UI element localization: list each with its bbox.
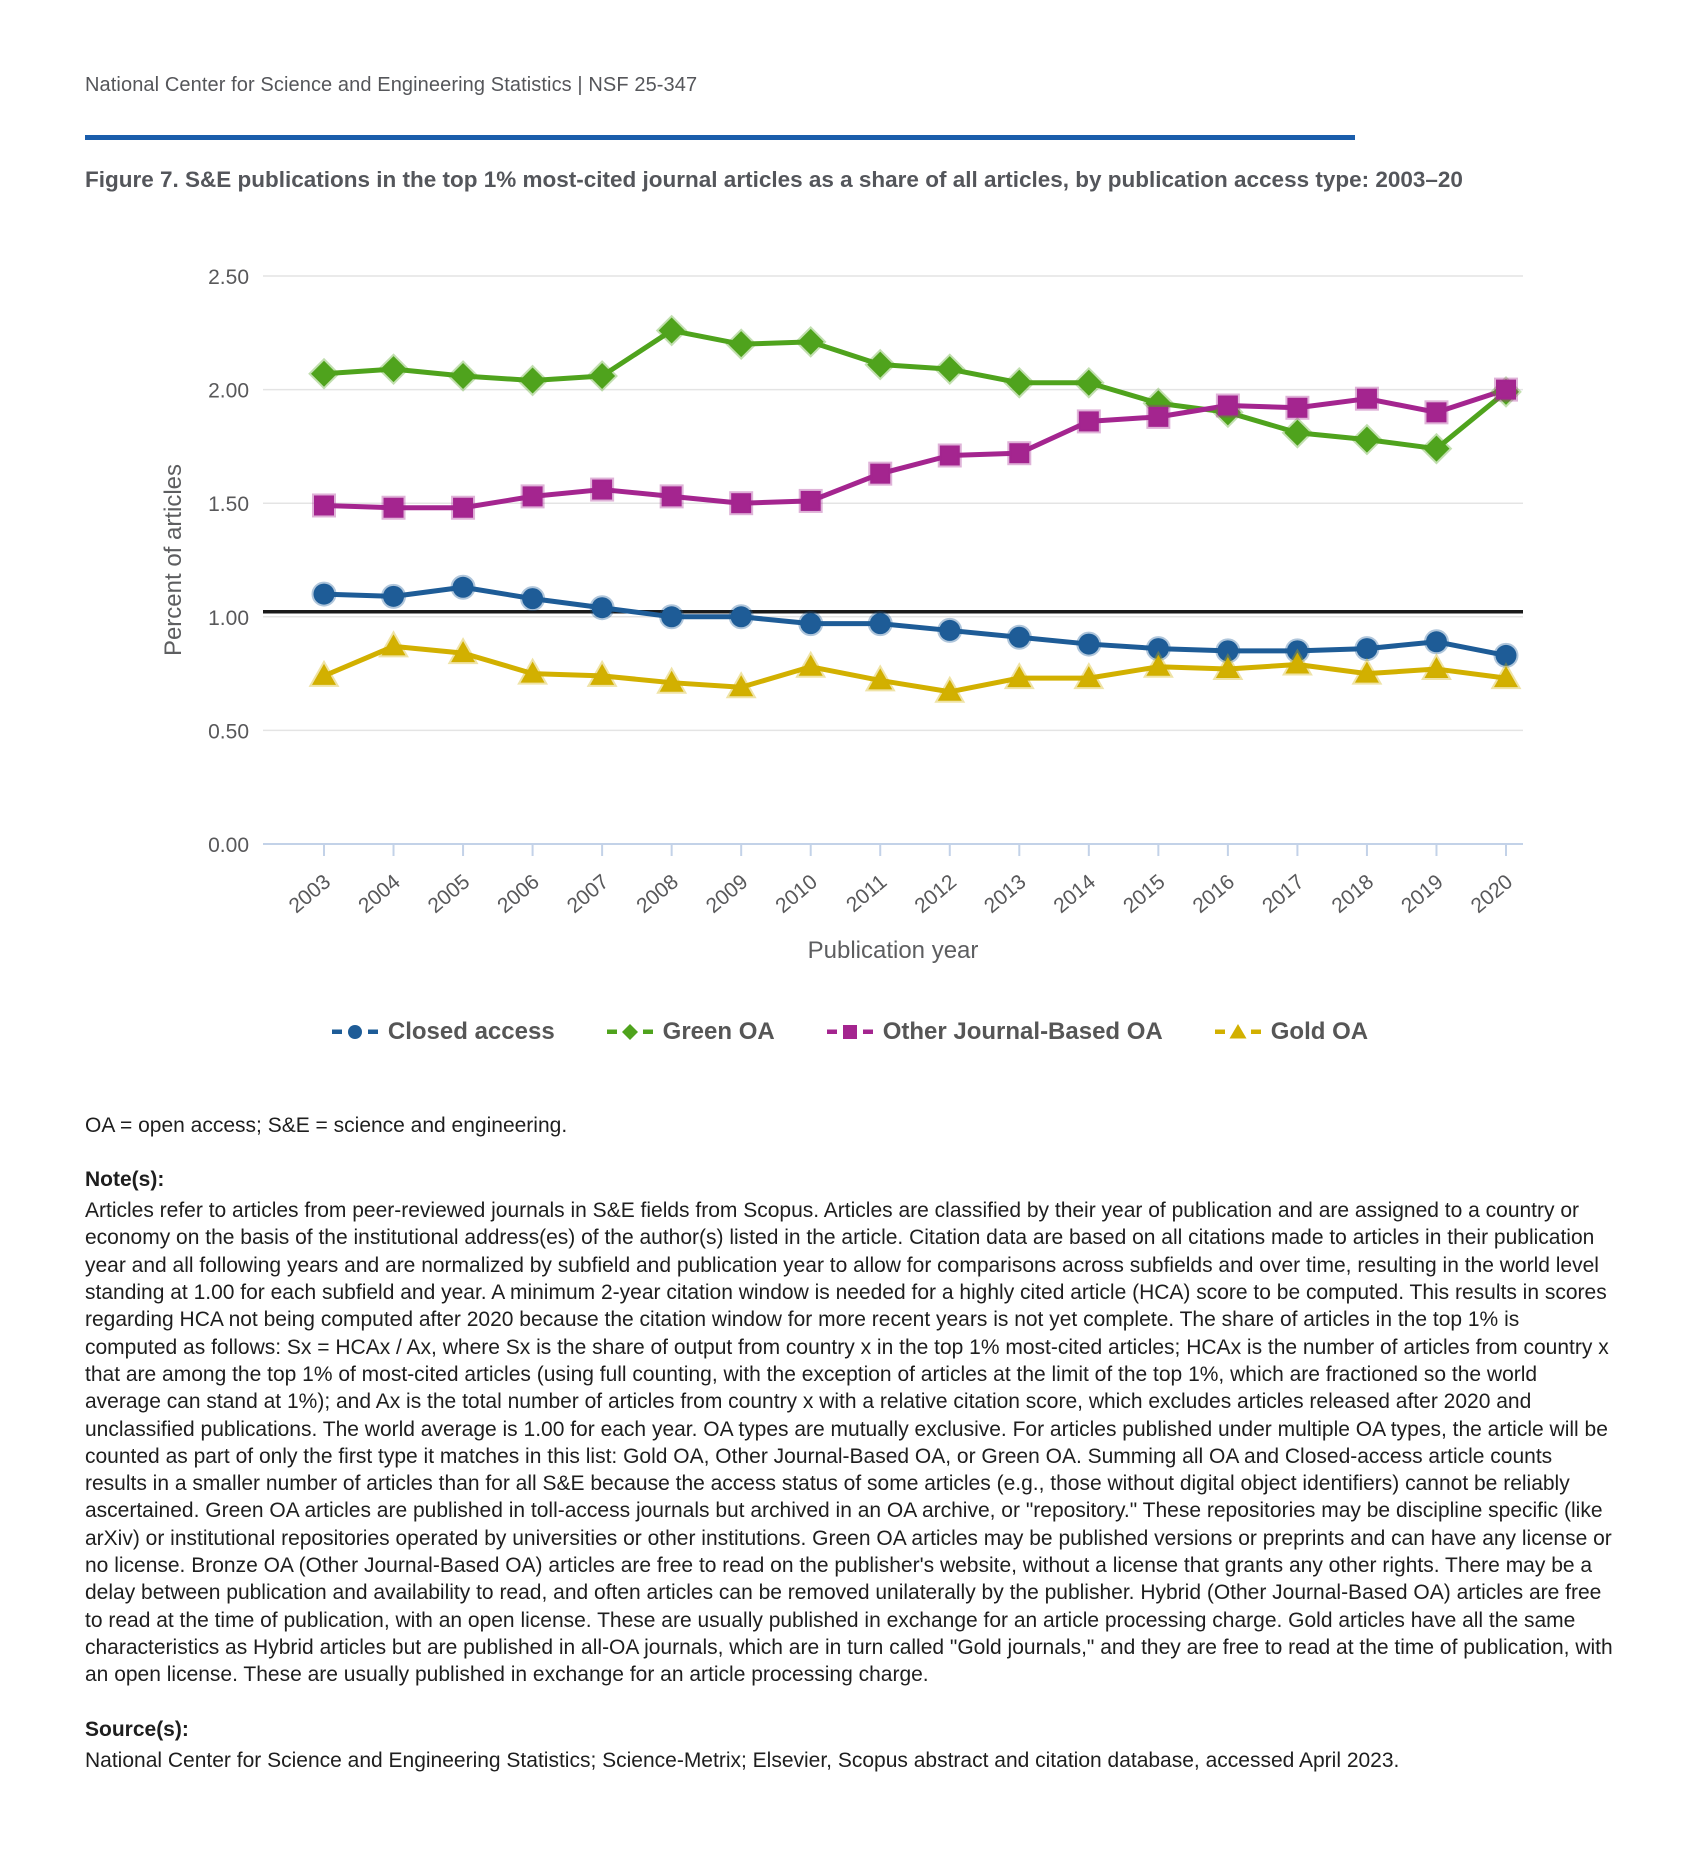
data-point-other-journal-based-oa	[592, 480, 612, 500]
data-point-other-journal-based-oa	[1009, 443, 1029, 463]
x-axis-tick-label: 2008	[632, 870, 683, 918]
x-axis-tick-label: 2013	[979, 870, 1031, 918]
legend-circle-icon	[332, 1022, 378, 1042]
figure-title: Figure 7. S&E publications in the top 1% most-cited journal articles as a share of all articles, by publication access type: 2003–20	[85, 167, 1463, 192]
legend-item-closed-access[interactable]	[332, 1018, 555, 1046]
data-point-closed-access	[800, 613, 821, 634]
data-point-green-oa	[659, 318, 685, 344]
chart-figure	[85, 216, 1615, 1046]
data-point-green-oa	[937, 356, 963, 382]
data-point-green-oa	[728, 331, 754, 357]
data-point-other-journal-based-oa	[940, 446, 960, 466]
x-axis-tick-label: 2007	[562, 870, 614, 918]
series-line-other-journal-based-oa	[324, 390, 1506, 508]
data-point-green-oa	[1354, 427, 1380, 453]
data-point-other-journal-based-oa	[662, 487, 682, 507]
legend-label: Gold OA	[1270, 1018, 1369, 1046]
sources-heading: Source(s):	[85, 1718, 189, 1742]
legend-item-gold-oa[interactable]	[1215, 1018, 1368, 1046]
data-point-other-journal-based-oa	[731, 493, 751, 513]
data-point-other-journal-based-oa	[1357, 389, 1377, 409]
data-point-other-journal-based-oa	[1426, 402, 1446, 422]
data-point-other-journal-based-oa	[523, 487, 543, 507]
y-axis-tick-label: 0.50	[208, 720, 249, 744]
x-axis-tick-label: 2015	[1118, 870, 1170, 918]
data-point-other-journal-based-oa	[1496, 380, 1516, 400]
data-point-green-oa	[1076, 370, 1102, 396]
x-axis-tick-label: 2014	[1049, 870, 1101, 918]
data-point-closed-access	[592, 597, 613, 618]
data-point-closed-access	[1426, 631, 1447, 652]
x-axis-tick-label: 2011	[842, 870, 892, 917]
data-point-other-journal-based-oa	[1287, 398, 1307, 418]
data-point-green-oa	[381, 356, 407, 382]
data-point-green-oa	[798, 329, 824, 355]
legend-item-other-journal-based-oa[interactable]	[827, 1018, 1163, 1046]
data-point-closed-access	[314, 584, 335, 605]
data-point-green-oa	[1284, 420, 1310, 446]
x-axis-tick-label: 2010	[771, 870, 822, 918]
y-axis-tick-label: 0.00	[208, 834, 249, 858]
data-point-closed-access	[453, 577, 474, 598]
notes-heading: Note(s):	[85, 1168, 165, 1192]
notes-body: Articles refer to articles from peer-reviewed journals in S&E fields from Scopus. Articles are classified by their year of publication and are assigned to a country or economy on the basis of the institutional address(es) of the author(s) listed in the article. Citation data are based on all citations made to articles in their publication year and all following years and are normalized by subfield and publication year to allow for comparisons across subfields and over time, resulting in the world level standing at 1.00 for each subfield and year. A minimum 2-year citation window is needed for a highly cited article (HCA) score to be computed. This results in scores regarding HCA not being computed after 2020 because the citation window for more recent years is not yet complete. The share of articles in the top 1% is computed as follows: Sx = HCAx / Ax, where Sx is the share of output from country x in the top 1% most-cited articles; HCAx is the number of articles from country x that are among the top 1% of most-cited articles (using full counting, with the exception of articles at the limit of the top 1%, which are fractioned so the world average can stand at 1%); and Ax is the total number of articles from country x with a relative citation score, which excludes articles released after 2020 and unclassified publications. The world average is 1.00 for each year. OA types are mutually exclusive. For articles published under multiple OA types, the article will be counted as part of only the first type it matches in this list: Gold OA, Other Journal-Based OA, or Green OA. Summing all OA and Closed-access article counts results in a smaller number of articles than for all S&E because the access status of some articles (e.g., those without digital object identifiers) cannot be reliably ascertained. Green OA articles are published in toll-access journals but archived in an OA archive, or "repository." These repositories may be discipline specific (like arXiv) or institutional repositories operated by universities or other institutions. Green OA articles may be published versions or preprints and can have any license or no license. Bronze OA (Other Journal-Based OA) articles are free to read on the publisher's website, without a license that grants any other rights. There may be a delay between publication and availability to read, and often articles can be removed unilaterally by the publisher. Hybrid (Other Journal-Based OA) articles are free to read at the time of publication, with an open license. These are usually published in exchange for an article processing charge. Gold articles have all the same characteristics as Hybrid articles but are published in all-OA journals, which are in turn called "Gold journals," and they are free to read at the time of publication, with an open license. These are usually published in exchange for an article processing charge.	[85, 1199, 1613, 1687]
x-axis-tick-label: 2018	[1327, 870, 1379, 918]
y-axis-tick-label: 2.50	[208, 266, 249, 290]
data-point-other-journal-based-oa	[801, 491, 821, 511]
abbreviation-note: OA = open access; S&E = science and engineering.	[85, 1114, 568, 1138]
data-point-green-oa	[1006, 370, 1032, 396]
data-point-other-journal-based-oa	[1218, 396, 1238, 416]
legend-diamond-icon	[607, 1022, 653, 1042]
header-text: National Center for Science and Engineering Statistics | NSF 25-347	[85, 74, 698, 96]
data-point-closed-access	[1356, 638, 1377, 659]
x-axis-tick-label: 2019	[1397, 870, 1448, 918]
legend-label: Closed access	[387, 1018, 555, 1046]
series-line-closed-access	[324, 587, 1506, 655]
data-point-other-journal-based-oa	[453, 498, 473, 518]
x-axis-tick-label: 2020	[1466, 870, 1518, 918]
data-point-other-journal-based-oa	[1079, 412, 1099, 432]
y-axis-tick-label: 1.50	[208, 493, 249, 517]
x-axis-tick-label: 2017	[1258, 870, 1309, 918]
legend-label: Green OA	[662, 1018, 775, 1046]
x-axis-tick-label: 2003	[284, 870, 336, 918]
legend-square-icon	[827, 1022, 873, 1042]
data-point-closed-access	[1009, 627, 1030, 648]
data-point-closed-access	[1078, 634, 1099, 655]
series-line-gold-oa	[324, 646, 1506, 691]
data-point-other-journal-based-oa	[314, 496, 334, 516]
data-point-other-journal-based-oa	[870, 464, 890, 484]
data-point-closed-access	[383, 586, 404, 607]
x-axis-tick-label: 2012	[910, 870, 961, 918]
data-point-closed-access	[939, 620, 960, 641]
x-axis-tick-label: 2016	[1188, 870, 1240, 918]
sources-body: National Center for Science and Engineering Statistics; Science-Metrix; Elsevier, Scopus abstract and citation database, accessed April 2023.	[85, 1749, 1400, 1773]
data-point-other-journal-based-oa	[1148, 407, 1168, 427]
data-point-other-journal-based-oa	[384, 498, 404, 518]
y-axis-title: Percent of articles	[160, 464, 187, 657]
data-point-closed-access	[731, 606, 752, 627]
x-axis-tick-label: 2006	[493, 870, 544, 918]
x-axis-tick-label: 2009	[701, 870, 753, 918]
line-chart	[85, 216, 1615, 986]
y-axis-tick-label: 2.00	[208, 379, 249, 403]
data-point-green-oa	[867, 352, 893, 378]
y-axis-tick-label: 1.00	[208, 606, 249, 630]
data-point-gold-oa	[799, 655, 823, 676]
x-axis-tick-label: 2004	[354, 870, 405, 918]
legend-label: Other Journal-Based OA	[882, 1018, 1163, 1046]
x-axis-title: Publication year	[807, 937, 979, 965]
data-point-closed-access	[661, 606, 682, 627]
legend-triangle-icon	[1215, 1022, 1261, 1042]
legend-item-green-oa[interactable]	[607, 1018, 775, 1046]
data-point-green-oa	[311, 361, 337, 387]
x-axis-tick-label: 2005	[423, 870, 475, 918]
report-header	[85, 74, 1615, 97]
chart-legend	[85, 1018, 1615, 1046]
data-point-closed-access	[522, 588, 543, 609]
data-point-green-oa	[589, 363, 615, 389]
data-point-green-oa	[450, 363, 476, 389]
data-point-closed-access	[870, 613, 891, 634]
header-divider-rule	[85, 135, 1355, 140]
